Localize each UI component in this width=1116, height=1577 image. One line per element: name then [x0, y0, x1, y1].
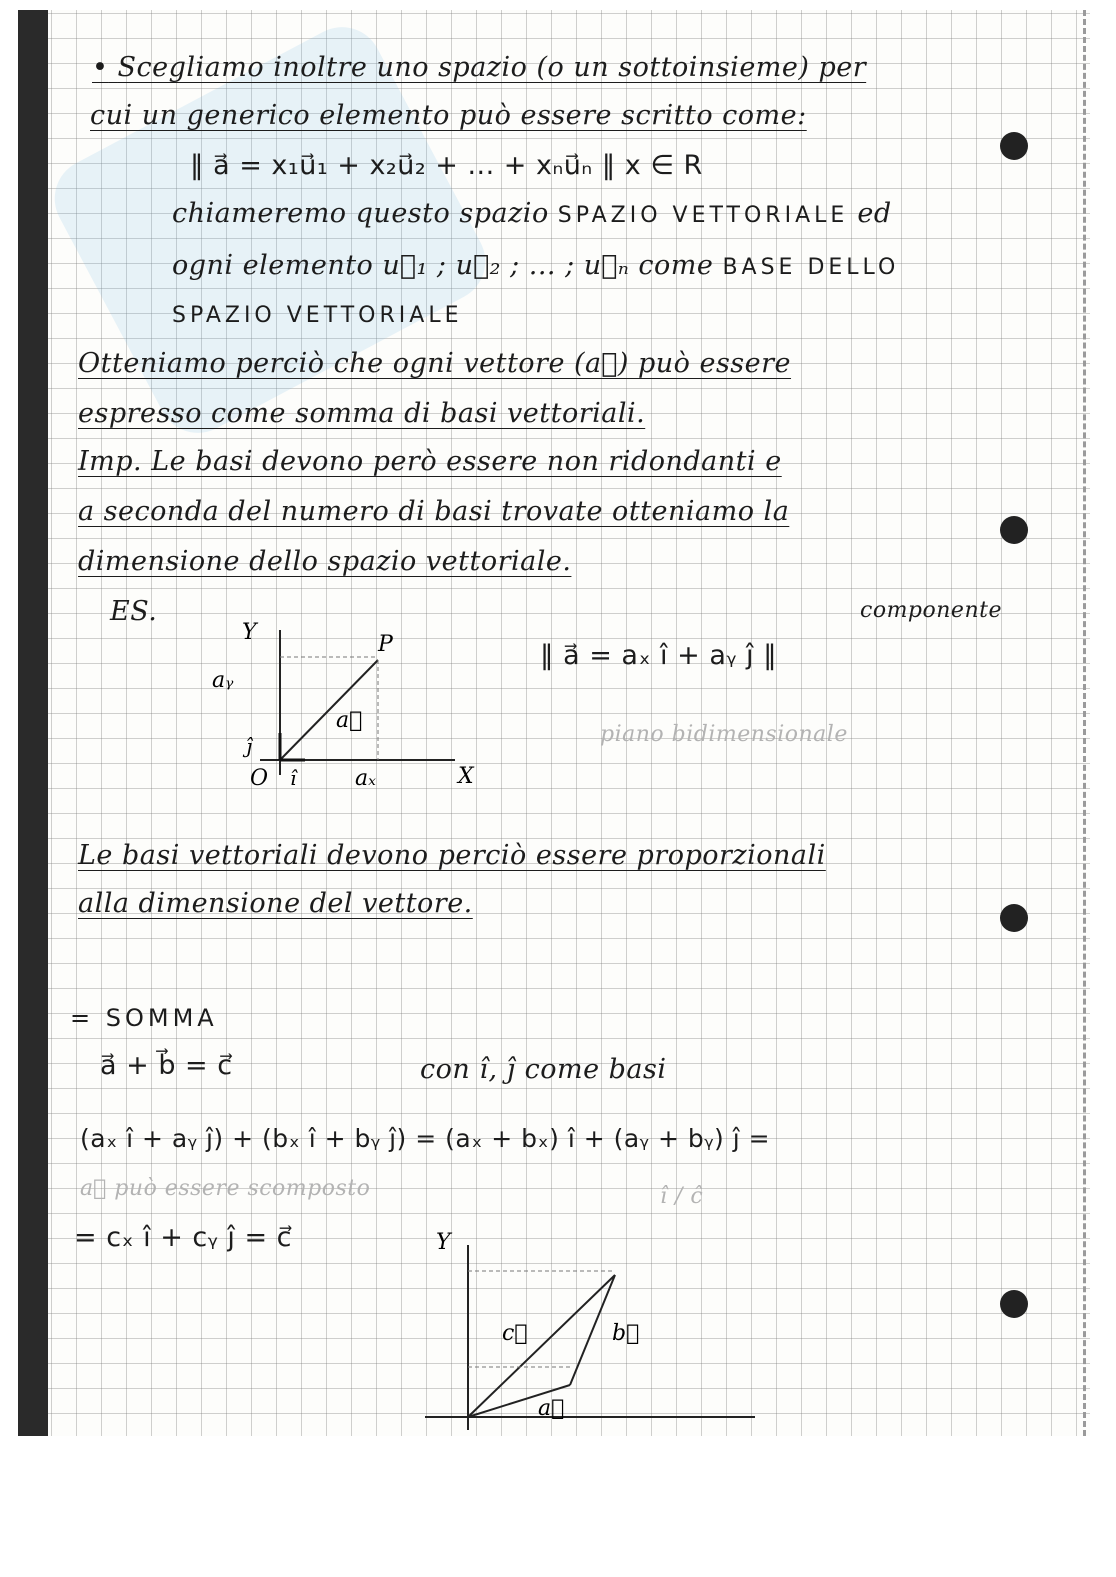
vector-b-label: b⃗ — [612, 1321, 640, 1346]
perforation-edge — [1083, 10, 1090, 1436]
punch-hole — [1000, 904, 1028, 932]
text-span: chiameremo questo spazio — [172, 198, 549, 229]
formula-sum: a⃗ + b⃗ = c⃗ — [100, 1050, 233, 1081]
text-line: Le basi vettoriali devono perciò essere proporzionali — [78, 840, 826, 871]
punch-hole — [1000, 132, 1028, 160]
bases-note: con î, ĵ come basi — [420, 1054, 667, 1085]
text-span: Scegliamo inoltre uno spazio (o un sottoinsieme) per — [117, 52, 867, 83]
diagram-vector-components — [200, 615, 500, 805]
text-line — [172, 198, 892, 229]
text-line: Otteniamo perciò che ogni vettore (a⃗) può essere — [78, 348, 792, 379]
formula-result: = cₓ î + cᵧ ĵ = c⃗ — [74, 1222, 293, 1253]
y-axis-label: Y — [242, 620, 257, 645]
text-line — [172, 298, 462, 329]
text-span: ed — [857, 198, 892, 229]
x-axis-label: X — [458, 764, 474, 789]
diagram-vector-sum — [420, 1225, 760, 1435]
ax-label: aₓ — [355, 766, 376, 791]
section-heading-somma: = SOMMA — [70, 1004, 218, 1032]
vector-c-label: c⃗ — [502, 1321, 528, 1346]
origin-label: O — [250, 766, 269, 791]
text-line: espresso come somma di basi vettoriali. — [78, 398, 646, 429]
term-base: BASE DELLO — [722, 255, 900, 280]
text-line: dimensione dello spazio vettoriale. — [78, 546, 572, 577]
text-line: alla dimensione del vettore. — [78, 888, 473, 919]
text-line — [172, 250, 899, 281]
formula-vector-components: ‖ a⃗ = aₓ î + aᵧ ĵ ‖ — [540, 640, 778, 671]
vector-a — [280, 660, 378, 760]
spiral-binding — [18, 10, 48, 1436]
vector-b — [570, 1275, 615, 1385]
formula-vector-decomposition: ‖ a⃗ = x₁u⃗₁ + x₂u⃗₂ + ... + xₙu⃗ₙ ‖ x ∈ R — [190, 150, 703, 181]
term-spazio-vettoriale: SPAZIO VETTORIALE — [557, 203, 849, 228]
term-spazio-vettoriale: SPAZIO VETTORIALE — [172, 303, 463, 328]
text-line: cui un generico elemento può essere scritto come: — [90, 100, 807, 131]
bullet: • — [92, 52, 109, 83]
point-p-label: P — [378, 632, 393, 657]
text-line: Imp. Le basi devono però essere non ridondanti e — [78, 446, 782, 477]
formula-expansion: (aₓ î + aᵧ ĵ) + (bₓ î + bᵧ ĵ) = (aₓ + bₓ) î + (aᵧ + bᵧ) ĵ = — [80, 1124, 771, 1153]
text-line — [92, 52, 866, 83]
annotation-faint: piano bidimensionale — [600, 722, 848, 747]
example-label: ES. — [110, 596, 158, 627]
y-axis-label: Y — [436, 1230, 451, 1255]
ay-label: aᵧ — [212, 668, 234, 693]
j-hat-label: ĵ — [246, 734, 253, 758]
faint-fraction: î / ĉ — [660, 1184, 704, 1209]
faint-note: a⃗ può essere scomposto — [80, 1176, 371, 1201]
annotation-componente: componente — [860, 598, 1002, 623]
vector-a-label: a⃗ — [336, 708, 363, 733]
vector-a-label: a⃗ — [538, 1396, 565, 1421]
text-line: a seconda del numero di basi trovate otteniamo la — [78, 496, 790, 527]
punch-hole — [1000, 1290, 1028, 1318]
i-hat-label: î — [290, 766, 297, 790]
text-span: ogni elemento u⃗₁ ; u⃗₂ ; ... ; u⃗ₙ come — [172, 250, 714, 281]
punch-hole — [1000, 516, 1028, 544]
